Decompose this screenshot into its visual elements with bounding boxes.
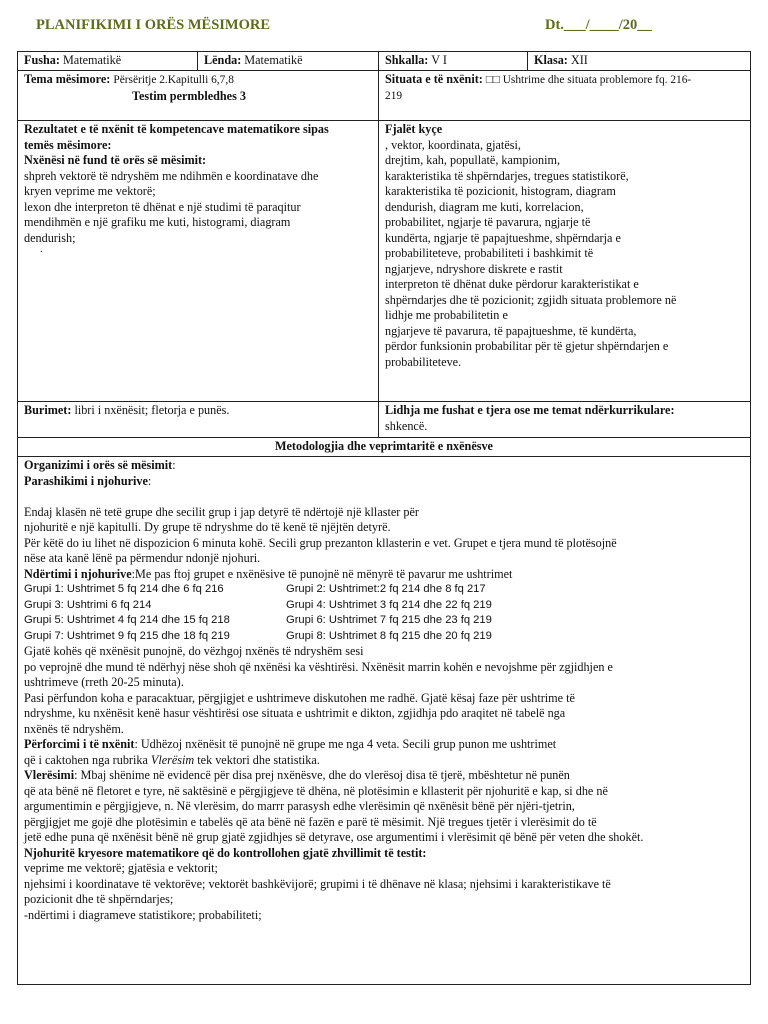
- ndertimi-line: Gjatë kohës që nxënësit punojnë, do vëzhgoj nxënës të ndryshëm sesi: [24, 644, 364, 658]
- rezultatet-line: kryen veprime me vektorë;: [24, 184, 156, 198]
- group-item: Grupi 8: Ushtrimet 8 fq 215 dhe 20 fq 219: [286, 629, 492, 642]
- group-item: Grupi 7: Ushtrimet 9 fq 215 dhe 18 fq 219: [24, 629, 230, 642]
- rezultatet-cell: [18, 121, 379, 402]
- klasa-cell: [528, 52, 751, 71]
- ndertimi-line: nxënës të ndryshëm.: [24, 721, 124, 736]
- perforcimi-text: : Udhëzoj nxënësit të punojnë në grupe me nga 4 veta. Secili grup punon me ushtrimet: [134, 737, 557, 751]
- document-title: PLANIFIKIMI I ORËS MËSIMORE: [36, 17, 271, 33]
- vleresimi-line: që ata bënë në fletoret e tyre, në saktësinë e përgjigjeve të dhëna, në plotësimin e kllasterit për njohuritë e kap, si dhe në: [24, 783, 608, 798]
- group-row: [24, 582, 744, 598]
- perforcimi-line-end: tek vektori dhe statistika.: [194, 752, 320, 767]
- fjalet-line: karakteristika të pozicionit, histogram, diagram: [385, 184, 616, 198]
- rezultatet-line: shpreh vektorë të ndryshëm me ndihmën e koordinatave dhe: [24, 168, 319, 183]
- tema-row: [18, 71, 751, 121]
- lesson-plan-table: [17, 51, 751, 985]
- parashikimi-suffix: :: [147, 473, 152, 488]
- group-row: [24, 613, 744, 629]
- fjalet-line: probabiliteteve.: [385, 354, 462, 369]
- fjalet-line: , vektor, koordinata, gjatësi,: [385, 137, 521, 152]
- shkalla-cell: [379, 52, 528, 71]
- lenda-label: Lënda:: [204, 53, 242, 67]
- njohurite-line: njehsimi i koordinatave të vektorëve; vektorët bashkëvijorë; grupimi i të dhënave në klasa; njehsimi i karakteristikave të: [24, 876, 611, 891]
- fjalet-line: karakteristika të shpërndarjes, tregues statistikorë,: [385, 168, 629, 183]
- vleresimi-line: jetë edhe puna që nxënësit bënë në grup gjatë zgjidhjes së detyrave, ose argumentimi i vlerësimit që bënë për veten dhe shokët.: [24, 830, 644, 844]
- fjalet-line: drejtim, kah, popullatë, kampionim,: [385, 153, 560, 167]
- fjalet-line: shpërndarjes dhe të pozicionit; zgjidh situata problemore në: [385, 292, 677, 307]
- tema-cell: [18, 71, 379, 121]
- situata-label: Situata e të nxënit:: [385, 72, 483, 86]
- situata-cell: [379, 71, 751, 121]
- lidhja-value: shkencë.: [385, 418, 428, 433]
- fjalet-heading: Fjalët kyçe: [385, 122, 443, 136]
- ndertimi-label: Ndërtimi i njohurive: [24, 566, 132, 581]
- ndertimi-line: po veprojnë dhe mund të ndërhyj nëse shoh që nxënësi ka vështirësi. Nxënësit marrin kohën e nevojshme për zgjidhjen e: [24, 659, 613, 674]
- fjalet-line: ngjarjeve, ndryshore diskrete e rastit: [385, 261, 563, 276]
- burimet-label: Burimet:: [24, 403, 72, 417]
- metodologjia-row: [18, 438, 751, 457]
- fjalet-line: interpreton të dhënat duke përdorur karakteristikat e: [385, 277, 639, 291]
- ndertimi-line: ndryshme, ku nxënësit kenë hasur vështirësi ose situata e ushtrimit e dikton, zgjidhja pdo araqitet në tabelë nga: [24, 706, 566, 720]
- tema-value: Përsëritje 2.Kapitulli 6,7,8: [113, 74, 234, 86]
- lenda-value: Matematikë: [244, 53, 303, 67]
- fjalet-line: lidhje me probabilitetin e: [385, 308, 508, 322]
- burimet-row: [18, 402, 751, 438]
- situata-value-cont: 219: [385, 89, 403, 102]
- group-item: Grupi 6: Ushtrimet 7 fq 215 dhe 23 fq 219: [286, 614, 492, 626]
- organizimi-cell: [18, 457, 751, 985]
- rezultatet-row: [18, 121, 751, 402]
- vleresimi-line: përgjigjet me gojë dhe plotësimin e tabelës që ata bënë në fazën e parë të mësimit. Një tregues tjetër i vlerësimit do të: [24, 814, 597, 829]
- njohurite-line: -ndërtimi i diagrameve statistikore; probabiliteti;: [24, 907, 262, 922]
- rezultatet-heading: Rezultatet e të nxënit të kompetencave matematikore sipas: [24, 122, 329, 136]
- rezultatet-line: dendurish;: [24, 230, 76, 245]
- group-row: [24, 629, 744, 645]
- lidhja-cell: [379, 402, 751, 438]
- tema-label: Tema mësimore:: [24, 72, 111, 86]
- lidhja-label: Lidhja me fushat e tjera ose me temat ndërkurrikulare:: [385, 403, 675, 417]
- vleresimi-text: : Mbaj shënime në evidencë për disa prej nxënësve, dhe do vlerësoj disa të tjerë, mbështetur në punën: [74, 768, 570, 782]
- tema-subtitle: Testim permbledhes 3: [132, 88, 246, 103]
- fjalet-cell: [379, 121, 751, 402]
- shkalla-label: Shkalla:: [385, 53, 429, 67]
- parashikimi-line: njohuritë e një kapitulli. Dy grupe të ndryshme do të kenë të njëjtën detyrë.: [24, 520, 391, 534]
- group-item: Grupi 5: Ushtrimet 4 fq 214 dhe 15 fq 218: [24, 614, 230, 626]
- info-row: [18, 52, 751, 71]
- group-item: Grupi 4: Ushtrimet 3 fq 214 dhe 22 fq 219: [286, 598, 492, 611]
- ndertimi-line: ushtrimeve (rreth 20-25 minuta).: [24, 675, 184, 689]
- group-item: Grupi 3: Ushtrimi 6 fq 214: [24, 598, 152, 611]
- parashikimi-label: Parashikimi i njohurive: [24, 473, 148, 488]
- parashikimi-line: Endaj klasën në tetë grupe dhe secilit grup i jap detyrë të ndërtojë një kllaster për: [24, 504, 419, 519]
- parashikimi-line: Për këtë do iu lihet në dispozicion 6 minuta kohë. Secili grup prezanton kllasterin e vet. Grupet e tjera mund të plotësojnë: [24, 535, 617, 550]
- rezultatet-line: lexon dhe interpreton të dhënat e një studimi të paraqitur: [24, 199, 301, 214]
- rezultatet-line: mendihmën e një grafiku me kuti, histogrami, diagram: [24, 215, 291, 229]
- bullet-dot: .: [40, 244, 43, 255]
- fjalet-line: probabilitet, ngjarje të pavarura, ngjarje të: [385, 215, 591, 229]
- klasa-value: XII: [570, 53, 588, 67]
- lenda-cell: [198, 52, 379, 71]
- fjalet-line: ngjarjeve të pavarura, të papajtueshme, të kundërta,: [385, 323, 637, 338]
- njohurite-line: pozicionit dhe të shpërndarjes;: [24, 892, 174, 906]
- rezultatet-heading-cont: temës mësimore:: [24, 137, 112, 152]
- group-item: Grupi 2: Ushtrimet:2 fq 214 dhe 8 fq 217: [286, 583, 486, 595]
- vleresimi-label: Vlerësimi: [24, 768, 75, 782]
- rezultatet-subheading: Nxënësi në fund të orës së mësimit:: [24, 153, 207, 167]
- fusha-cell: [18, 52, 198, 71]
- vleresimi-line: argumentimin e përgjigjeve, n. Në vlerësim, do marrr parasysh edhe vlerësimin që nxënësit bënë për njëri-tjetrin,: [24, 799, 575, 813]
- fjalet-line: kundërta, ngjarje të papajtueshme, shpërndarja e: [385, 230, 621, 245]
- perforcimi-label: Përforcimi i të nxënit: [24, 737, 135, 751]
- fjalet-line: përdor funksionin probabilitar për të gjetur shpërndarjen e: [385, 339, 669, 353]
- njohurite-label: Njohuritë kryesore matematikore që do kontrollohen gjatë zhvillimit të testit:: [24, 845, 427, 860]
- ndertimi-text: :Me pas ftoj grupet e nxënësive të punojnë në mënyrë të pavarur me ushtrimet: [131, 566, 513, 581]
- parashikimi-line: nëse ata kanë lënë pa përmendur ndonjë njohuri.: [24, 551, 261, 565]
- vleresim-rubric: Vlerësim: [150, 752, 195, 767]
- group-row: [24, 598, 744, 614]
- checkbox-icons: □□: [485, 74, 500, 86]
- fjalet-line: dendurish, diagram me kuti, korrelacion,: [385, 199, 584, 214]
- burimet-cell: [18, 402, 379, 438]
- fusha-value: Matematikë: [62, 53, 122, 67]
- fusha-label: Fusha:: [24, 53, 60, 67]
- organizimi-row: [18, 457, 751, 985]
- organizimi-label: Organizimi i orës së mësimit: [24, 458, 173, 472]
- group-item: Grupi 1: Ushtrimet 5 fq 214 dhe 6 fq 216: [24, 583, 224, 595]
- perforcimi-line: që i caktohen nga rubrika: [24, 752, 151, 767]
- organizimi-suffix: :: [172, 458, 176, 472]
- date-field: Dt.___/____/20__: [545, 17, 652, 33]
- shkalla-value: V I: [431, 53, 447, 67]
- burimet-value: libri i nxënësit; fletorja e punës.: [74, 403, 230, 417]
- njohurite-line: veprime me vektorë; gjatësia e vektorit;: [24, 861, 218, 875]
- metodologjia-title: Metodologjia dhe veprimtaritë e nxënësve: [18, 438, 751, 457]
- klasa-label: Klasa:: [534, 53, 568, 67]
- ndertimi-line: Pasi përfundon koha e paracaktuar, përgjigjet e ushtrimeve diskutohen me radhë. Gjatë kësaj faze për ushtrime të: [24, 690, 575, 705]
- situata-value: Ushtrime dhe situata problemore fq. 216-: [502, 74, 692, 86]
- fjalet-line: probabiliteteve, probabiliteti i bashkimit të: [385, 246, 594, 260]
